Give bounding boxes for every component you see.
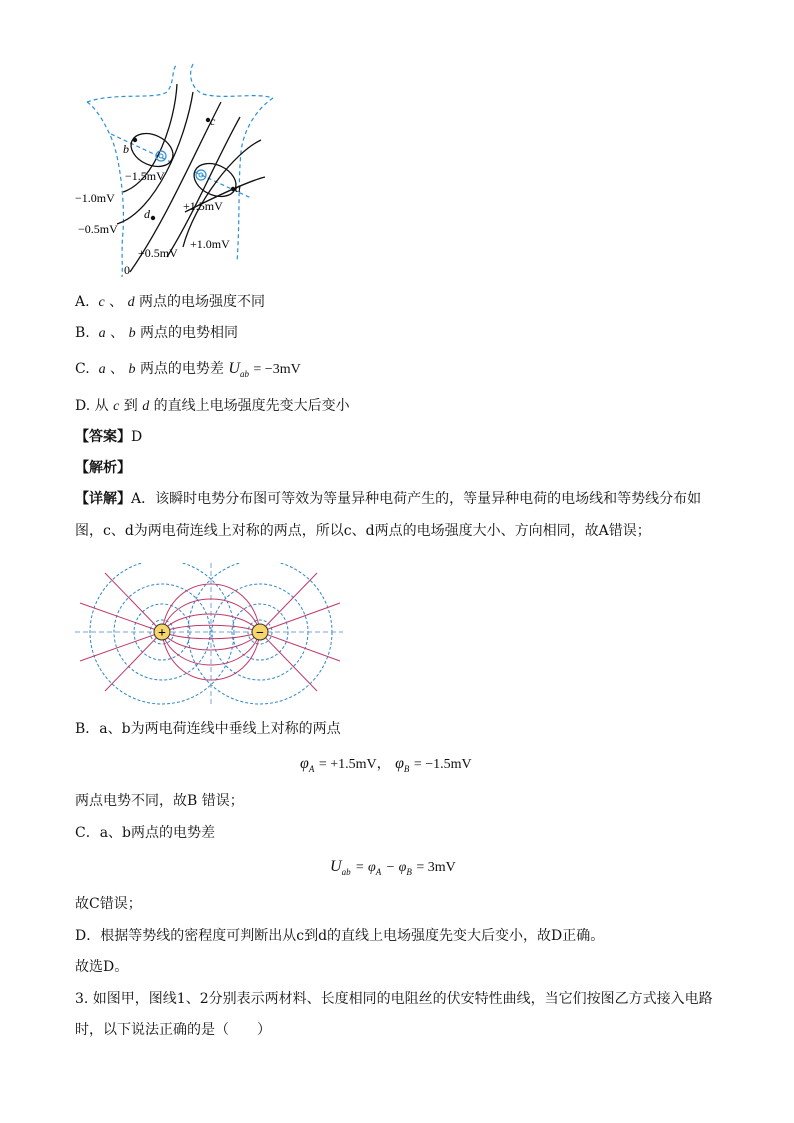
label-plus-1-5: +1.5mV [183,199,223,213]
part-d-line: D．根据等势线的密程度可判断出从c到d的直线上电场强度先变大后变小，故D正确。 [75,928,605,944]
question-3-line-1: 3. 如图甲，图线1、2分别表示两材料、长度相同的电阻丝的伏安特性曲线，当它们按图乙方式接入电路 [75,991,713,1007]
part-b-conclusion: 两点电势不同，故B 错误； [75,793,244,809]
label-plus-0-5: +0.5mV [138,246,178,260]
question-3-line-2: 时，以下说法正确的是（ ） [75,1022,271,1038]
option-a: A. c 、 d 两点的电场强度不同 [75,294,266,310]
part-c-equation: $U_{ab} = \varphi_A - \varphi_B = 3mV$ [330,858,456,877]
detail-line-1: 【详解】A．该瞬时电势分布图可等效为等量异种电荷产生的，等量异种电荷的电场线和等势线分布如 [75,491,702,507]
label-minus-0-5: −0.5mV [78,222,118,236]
label-plus-1-0: +1.0mV [190,237,230,251]
label-minus-1-0: −1.0mV [75,191,115,205]
potential-map-figure [75,62,285,280]
part-b-line: B．a、b为两电荷连线中垂线上对称的两点 [75,721,341,737]
label-d: d [144,207,150,221]
body-outline [87,64,273,277]
label-zero: 0 [124,263,130,277]
analysis-label: 【解析】 [75,460,131,476]
option-c: C. a 、 b 两点的电势差 $U_{ab} = -3mV$ [75,360,301,379]
part-c-line: C．a、b两点的电势差 [75,825,216,841]
option-b: B. a 、 b 两点的电势相同 [75,325,239,341]
label-a: a [235,181,241,195]
detail-line-2: 图，c、d为两电荷连线上对称的两点，所以c、d两点的电场强度大小、方向相同，故A错误； [75,523,651,539]
label-minus-1-5: −1.5mV [125,169,165,183]
label-c: c [210,114,216,128]
part-b-equation: $\varphi_A = +1.5mV$， $\varphi_B = -1.5mV$ [300,755,472,774]
final-choice: 故选D。 [75,959,129,975]
part-c-conclusion: 故C错误； [75,896,142,912]
answer-line: 【答案】D [75,429,143,445]
dipole-field-figure [75,563,343,706]
minus-charge-sign: − [256,626,264,641]
option-d: D. 从 c 到 d 的直线上电场强度先变大后变小 [75,398,350,414]
label-b: b [123,142,129,156]
plus-charge-sign: + [158,626,166,641]
